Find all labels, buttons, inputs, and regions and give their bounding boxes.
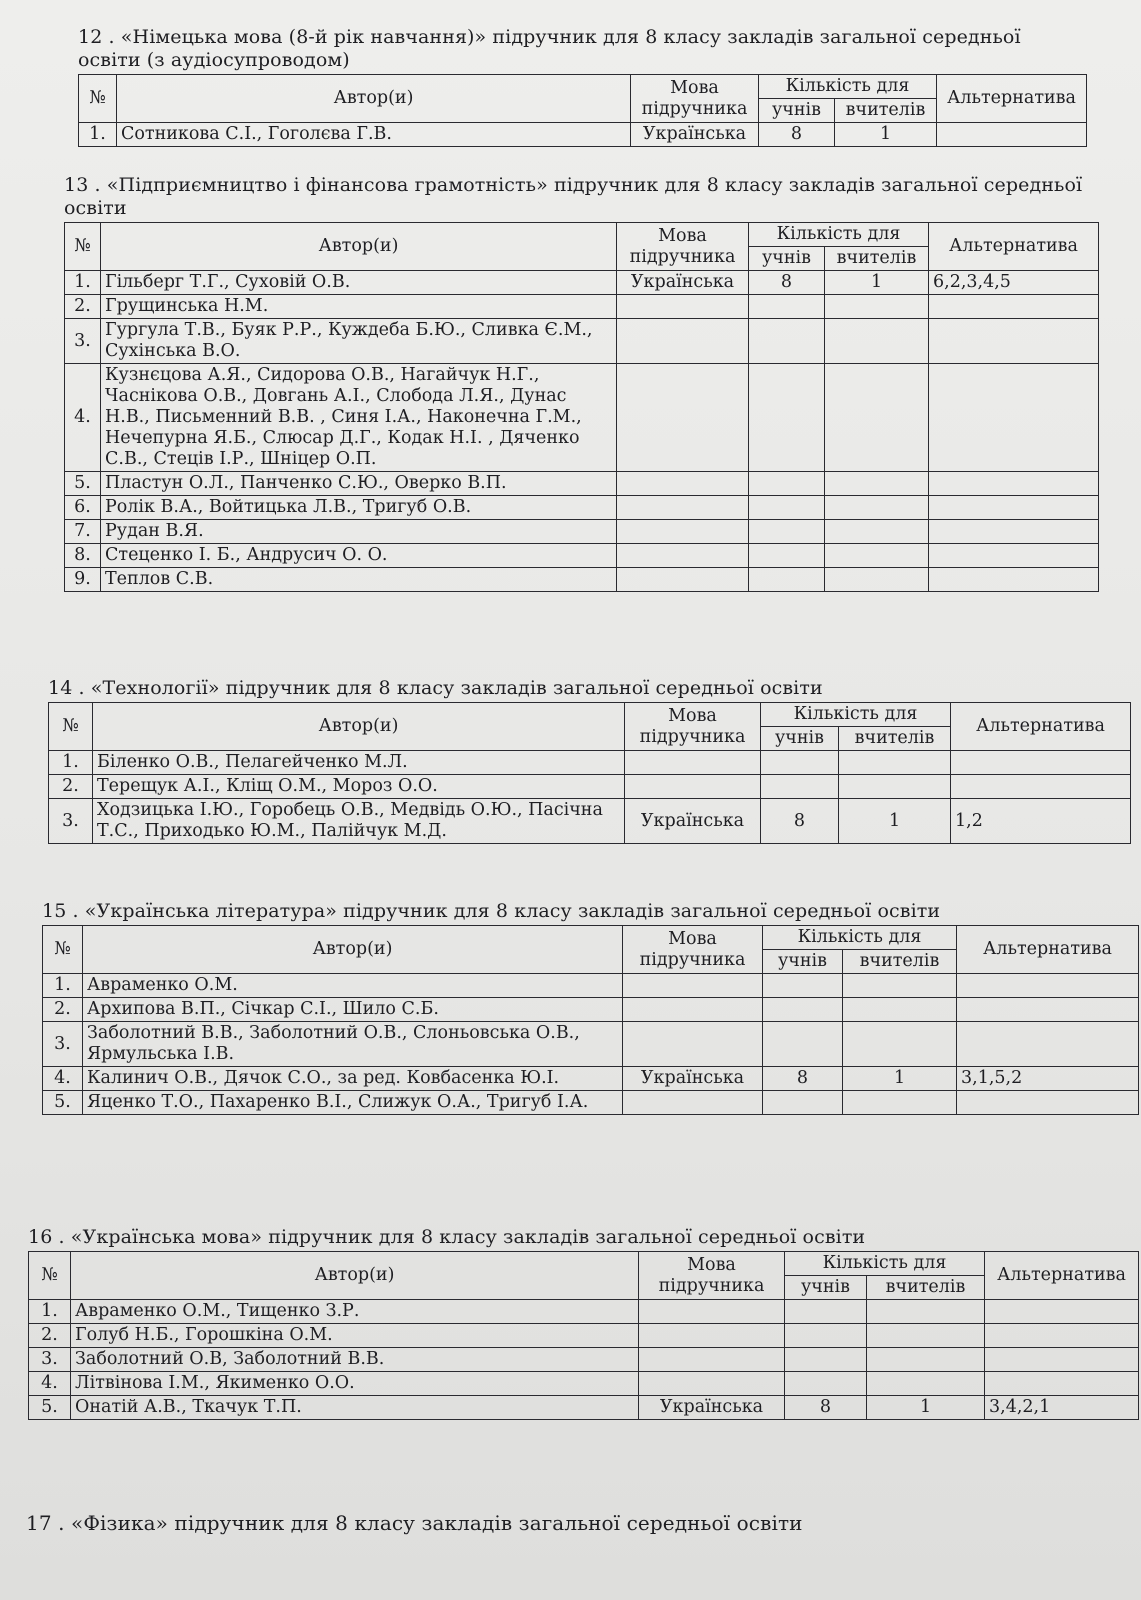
row-alternative [929,364,1099,472]
col-header-alternative: Альтернатива [929,223,1099,271]
row-language [617,496,749,520]
row-language [623,1022,763,1067]
table-row [49,775,1131,799]
row-alternative [957,998,1139,1022]
row-students: 8 [763,1067,843,1091]
row-students [749,319,825,364]
col-header-num: № [43,926,83,974]
col-header-quantity: Кількість для [761,703,951,727]
row-num: 2. [29,1324,71,1348]
table-row [65,496,1099,520]
row-language: Українська [639,1396,785,1420]
row-num: 6. [65,496,101,520]
col-header-num: № [29,1252,71,1300]
row-author: Авраменко О.М. [83,974,623,998]
row-alternative [929,496,1099,520]
row-num: 7. [65,520,101,544]
row-students [785,1300,867,1324]
col-header-alternative: Альтернатива [985,1252,1139,1300]
col-header-alternative: Альтернатива [937,75,1087,123]
row-students [785,1324,867,1348]
col-header-author: Автор(и) [117,75,631,123]
row-language [617,295,749,319]
row-author: Кузнєцова А.Я., Сидорова О.В., Нагайчук Н.Г., Часнікова О.В., Довгань А.І., Слобода Л.Я., Дунас Н.В., Письменний В.В. , Синя І.А., Наконечна Г.М., Нечепурна Я.Б., Слюсар Д.Г., Кодак Н.І. , Дяченко С.В., Стеців І.Р., Шніцер О.П. [101,364,617,472]
table-row [29,1372,1139,1396]
row-teachers [839,775,951,799]
row-teachers: 1 [839,799,951,844]
row-author: Архипова В.П., Січкар С.І., Шило С.Б. [83,998,623,1022]
row-author: Калинич О.В., Дячок С.О., за ред. Ковбасенка Ю.І. [83,1067,623,1091]
row-num: 1. [29,1300,71,1324]
row-teachers [825,520,929,544]
row-teachers [825,295,929,319]
row-author: Грущинська Н.М. [101,295,617,319]
table-row [65,364,1099,472]
table-row [49,799,1131,844]
row-teachers [825,319,929,364]
row-author: Гургула Т.В., Буяк Р.Р., Куждеба Б.Ю., Сливка Є.М., Сухінська В.О. [101,319,617,364]
col-header-language: Мова підручника [639,1252,785,1300]
col-header-teachers: вчителів [867,1276,985,1300]
row-teachers [825,496,929,520]
col-header-author: Автор(и) [83,926,623,974]
row-author: Ролік В.А., Войтицька Л.В., Тригуб О.В. [101,496,617,520]
table-row [65,271,1099,295]
row-students [763,1091,843,1115]
row-alternative [957,974,1139,998]
table-row [65,544,1099,568]
row-author: Рудан В.Я. [101,520,617,544]
row-num: 9. [65,568,101,592]
row-alternative [929,520,1099,544]
row-teachers [825,568,929,592]
row-students [749,295,825,319]
col-header-quantity: Кількість для [759,75,937,99]
row-num: 4. [29,1372,71,1396]
row-students: 8 [785,1396,867,1420]
table-header-row [29,1252,1139,1276]
row-language [625,775,761,799]
row-language: Українська [617,271,749,295]
row-author: Гільберг Т.Г., Суховій О.В. [101,271,617,295]
row-author: Ходзицька І.Ю., Горобець О.В., Медвідь О.Ю., Пасічна Т.С., Приходько Ю.М., Палійчук М.Д. [93,799,625,844]
textbook-table [42,925,1139,1115]
col-header-teachers: вчителів [843,950,957,974]
row-alternative [985,1300,1139,1324]
row-alternative [929,544,1099,568]
table-row [29,1300,1139,1324]
col-header-language: Мова підручника [625,703,761,751]
row-students [749,568,825,592]
table-header-row [43,926,1139,950]
row-teachers [867,1300,985,1324]
row-num: 3. [65,319,101,364]
table-row [29,1396,1139,1420]
col-header-num: № [49,703,93,751]
row-language [617,319,749,364]
col-header-num: № [65,223,101,271]
row-teachers [867,1324,985,1348]
row-alternative [937,123,1087,147]
row-students [763,1022,843,1067]
col-header-alternative: Альтернатива [951,703,1131,751]
section-14 [48,677,1130,844]
col-header-language: Мова підручника [617,223,749,271]
row-students [763,974,843,998]
col-header-students: учнів [785,1276,867,1300]
row-students: 8 [759,123,835,147]
row-students [749,544,825,568]
row-teachers [867,1372,985,1396]
row-teachers [839,751,951,775]
row-students [763,998,843,1022]
table-header-row [65,223,1099,247]
row-author: Стеценко І. Б., Андрусич О. О. [101,544,617,568]
table-header-row [79,75,1087,99]
row-num: 3. [29,1348,71,1372]
table-row [43,1022,1139,1067]
row-language: Українська [623,1067,763,1091]
col-header-students: учнів [759,99,835,123]
row-alternative [951,751,1131,775]
row-alternative [929,319,1099,364]
section-heading: 14 . «Технології» підручник для 8 класу закладів загальної середньої освіти [48,677,823,699]
row-num: 4. [65,364,101,472]
col-header-teachers: вчителів [835,99,937,123]
row-num: 3. [43,1022,83,1067]
row-students [749,364,825,472]
col-header-language: Мова підручника [631,75,759,123]
row-author: Сотникова С.І., Гоголєва Г.В. [117,123,631,147]
textbook-table [28,1251,1139,1420]
row-alternative [985,1324,1139,1348]
row-teachers: 1 [867,1396,985,1420]
row-num: 1. [79,123,117,147]
row-students [749,496,825,520]
table-row [43,974,1139,998]
row-author: Біленко О.В., Пелагейченко М.Л. [93,751,625,775]
section-heading: 16 . «Українська мова» підручник для 8 класу закладів загальної середньої освіти [28,1226,866,1248]
col-header-students: учнів [749,247,825,271]
row-num: 5. [43,1091,83,1115]
table-row [65,520,1099,544]
table-row [49,751,1131,775]
row-author: Заболотний В.В., Заболотний О.В., Слоньовська О.В., Ярмульська І.В. [83,1022,623,1067]
row-language [639,1372,785,1396]
row-teachers [867,1348,985,1372]
row-author: Авраменко О.М., Тищенко З.Р. [71,1300,639,1324]
row-alternative [929,295,1099,319]
col-header-language: Мова підручника [623,926,763,974]
row-alternative [957,1091,1139,1115]
table-row [65,319,1099,364]
section-heading: 13 . «Підприємництво і фінансова грамотність» підручник для 8 класу закладів загальної середньої освіти [64,174,1083,219]
row-author: Пластун О.Л., Панченко С.Ю., Оверко В.П. [101,472,617,496]
col-header-num: № [79,75,117,123]
table-header-row [49,703,1131,727]
row-alternative [985,1372,1139,1396]
row-num: 5. [29,1396,71,1420]
row-alternative [951,775,1131,799]
section-13 [64,174,1098,592]
col-header-author: Автор(и) [101,223,617,271]
col-header-teachers: вчителів [825,247,929,271]
row-num: 1. [49,751,93,775]
row-num: 5. [65,472,101,496]
row-students [749,520,825,544]
col-header-alternative: Альтернатива [957,926,1139,974]
table-row [29,1324,1139,1348]
row-language: Українська [625,799,761,844]
textbook-table [78,74,1087,147]
row-teachers [825,472,929,496]
row-alternative: 1,2 [951,799,1131,844]
row-author: Теплов С.В. [101,568,617,592]
row-language [623,998,763,1022]
row-num: 8. [65,544,101,568]
table-row [65,568,1099,592]
col-header-author: Автор(и) [93,703,625,751]
row-language [625,751,761,775]
row-alternative [929,472,1099,496]
row-language [617,520,749,544]
row-author: Онатій А.В., Ткачук Т.П. [71,1396,639,1420]
col-header-quantity: Кількість для [749,223,929,247]
table-row [29,1348,1139,1372]
row-alternative [957,1022,1139,1067]
table-row [79,123,1087,147]
row-author: Яценко Т.О., Пахаренко В.І., Слижук О.А., Тригуб І.А. [83,1091,623,1115]
section-heading: 17 . «Фізика» підручник для 8 класу закладів загальної середньої освіти [26,1511,803,1535]
row-students [785,1372,867,1396]
row-author: Голуб Н.Б., Горошкіна О.М. [71,1324,639,1348]
row-language [617,364,749,472]
row-language [623,974,763,998]
section-16 [28,1226,1138,1420]
col-header-students: учнів [761,727,839,751]
row-teachers: 1 [825,271,929,295]
row-language [617,544,749,568]
row-alternative [985,1348,1139,1372]
row-teachers [843,1091,957,1115]
row-alternative: 3,1,5,2 [957,1067,1139,1091]
row-author: Терещук А.І., Кліщ О.М., Мороз О.О. [93,775,625,799]
row-teachers [843,998,957,1022]
row-students [749,472,825,496]
row-teachers [843,1022,957,1067]
row-students [761,751,839,775]
row-students: 8 [761,799,839,844]
row-teachers [825,364,929,472]
row-language [639,1324,785,1348]
col-header-quantity: Кількість для [763,926,957,950]
section-17 [26,1512,1026,1537]
table-row [43,1067,1139,1091]
table-row [65,295,1099,319]
row-num: 4. [43,1067,83,1091]
row-num: 1. [43,974,83,998]
row-language [617,472,749,496]
row-num: 3. [49,799,93,844]
textbook-table [48,702,1131,844]
row-language [623,1091,763,1115]
section-15 [42,900,1138,1115]
row-num: 1. [65,271,101,295]
section-heading: 15 . «Українська література» підручник для 8 класу закладів загальної середньої освіти [42,900,941,922]
textbook-table [64,222,1099,592]
section-12 [78,26,1086,147]
row-teachers [843,974,957,998]
row-language [639,1300,785,1324]
row-num: 2. [65,295,101,319]
col-header-teachers: вчителів [839,727,951,751]
row-language [639,1348,785,1372]
row-author: Літвінова І.М., Якименко О.О. [71,1372,639,1396]
row-students: 8 [749,271,825,295]
row-students [761,775,839,799]
row-language [617,568,749,592]
table-row [43,1091,1139,1115]
col-header-author: Автор(и) [71,1252,639,1300]
row-teachers: 1 [835,123,937,147]
row-author: Заболотний О.В, Заболотний В.В. [71,1348,639,1372]
col-header-quantity: Кількість для [785,1252,985,1276]
row-teachers [825,544,929,568]
col-header-students: учнів [763,950,843,974]
table-row [43,998,1139,1022]
section-heading: 12 . «Німецька мова (8-й рік навчання)» підручник для 8 класу закладів загальної середньої освіти (з аудіосупроводом) [78,26,1021,71]
row-teachers: 1 [843,1067,957,1091]
table-row [65,472,1099,496]
row-alternative: 6,2,3,4,5 [929,271,1099,295]
row-num: 2. [43,998,83,1022]
row-alternative: 3,4,2,1 [985,1396,1139,1420]
row-num: 2. [49,775,93,799]
row-students [785,1348,867,1372]
row-alternative [929,568,1099,592]
row-language: Українська [631,123,759,147]
